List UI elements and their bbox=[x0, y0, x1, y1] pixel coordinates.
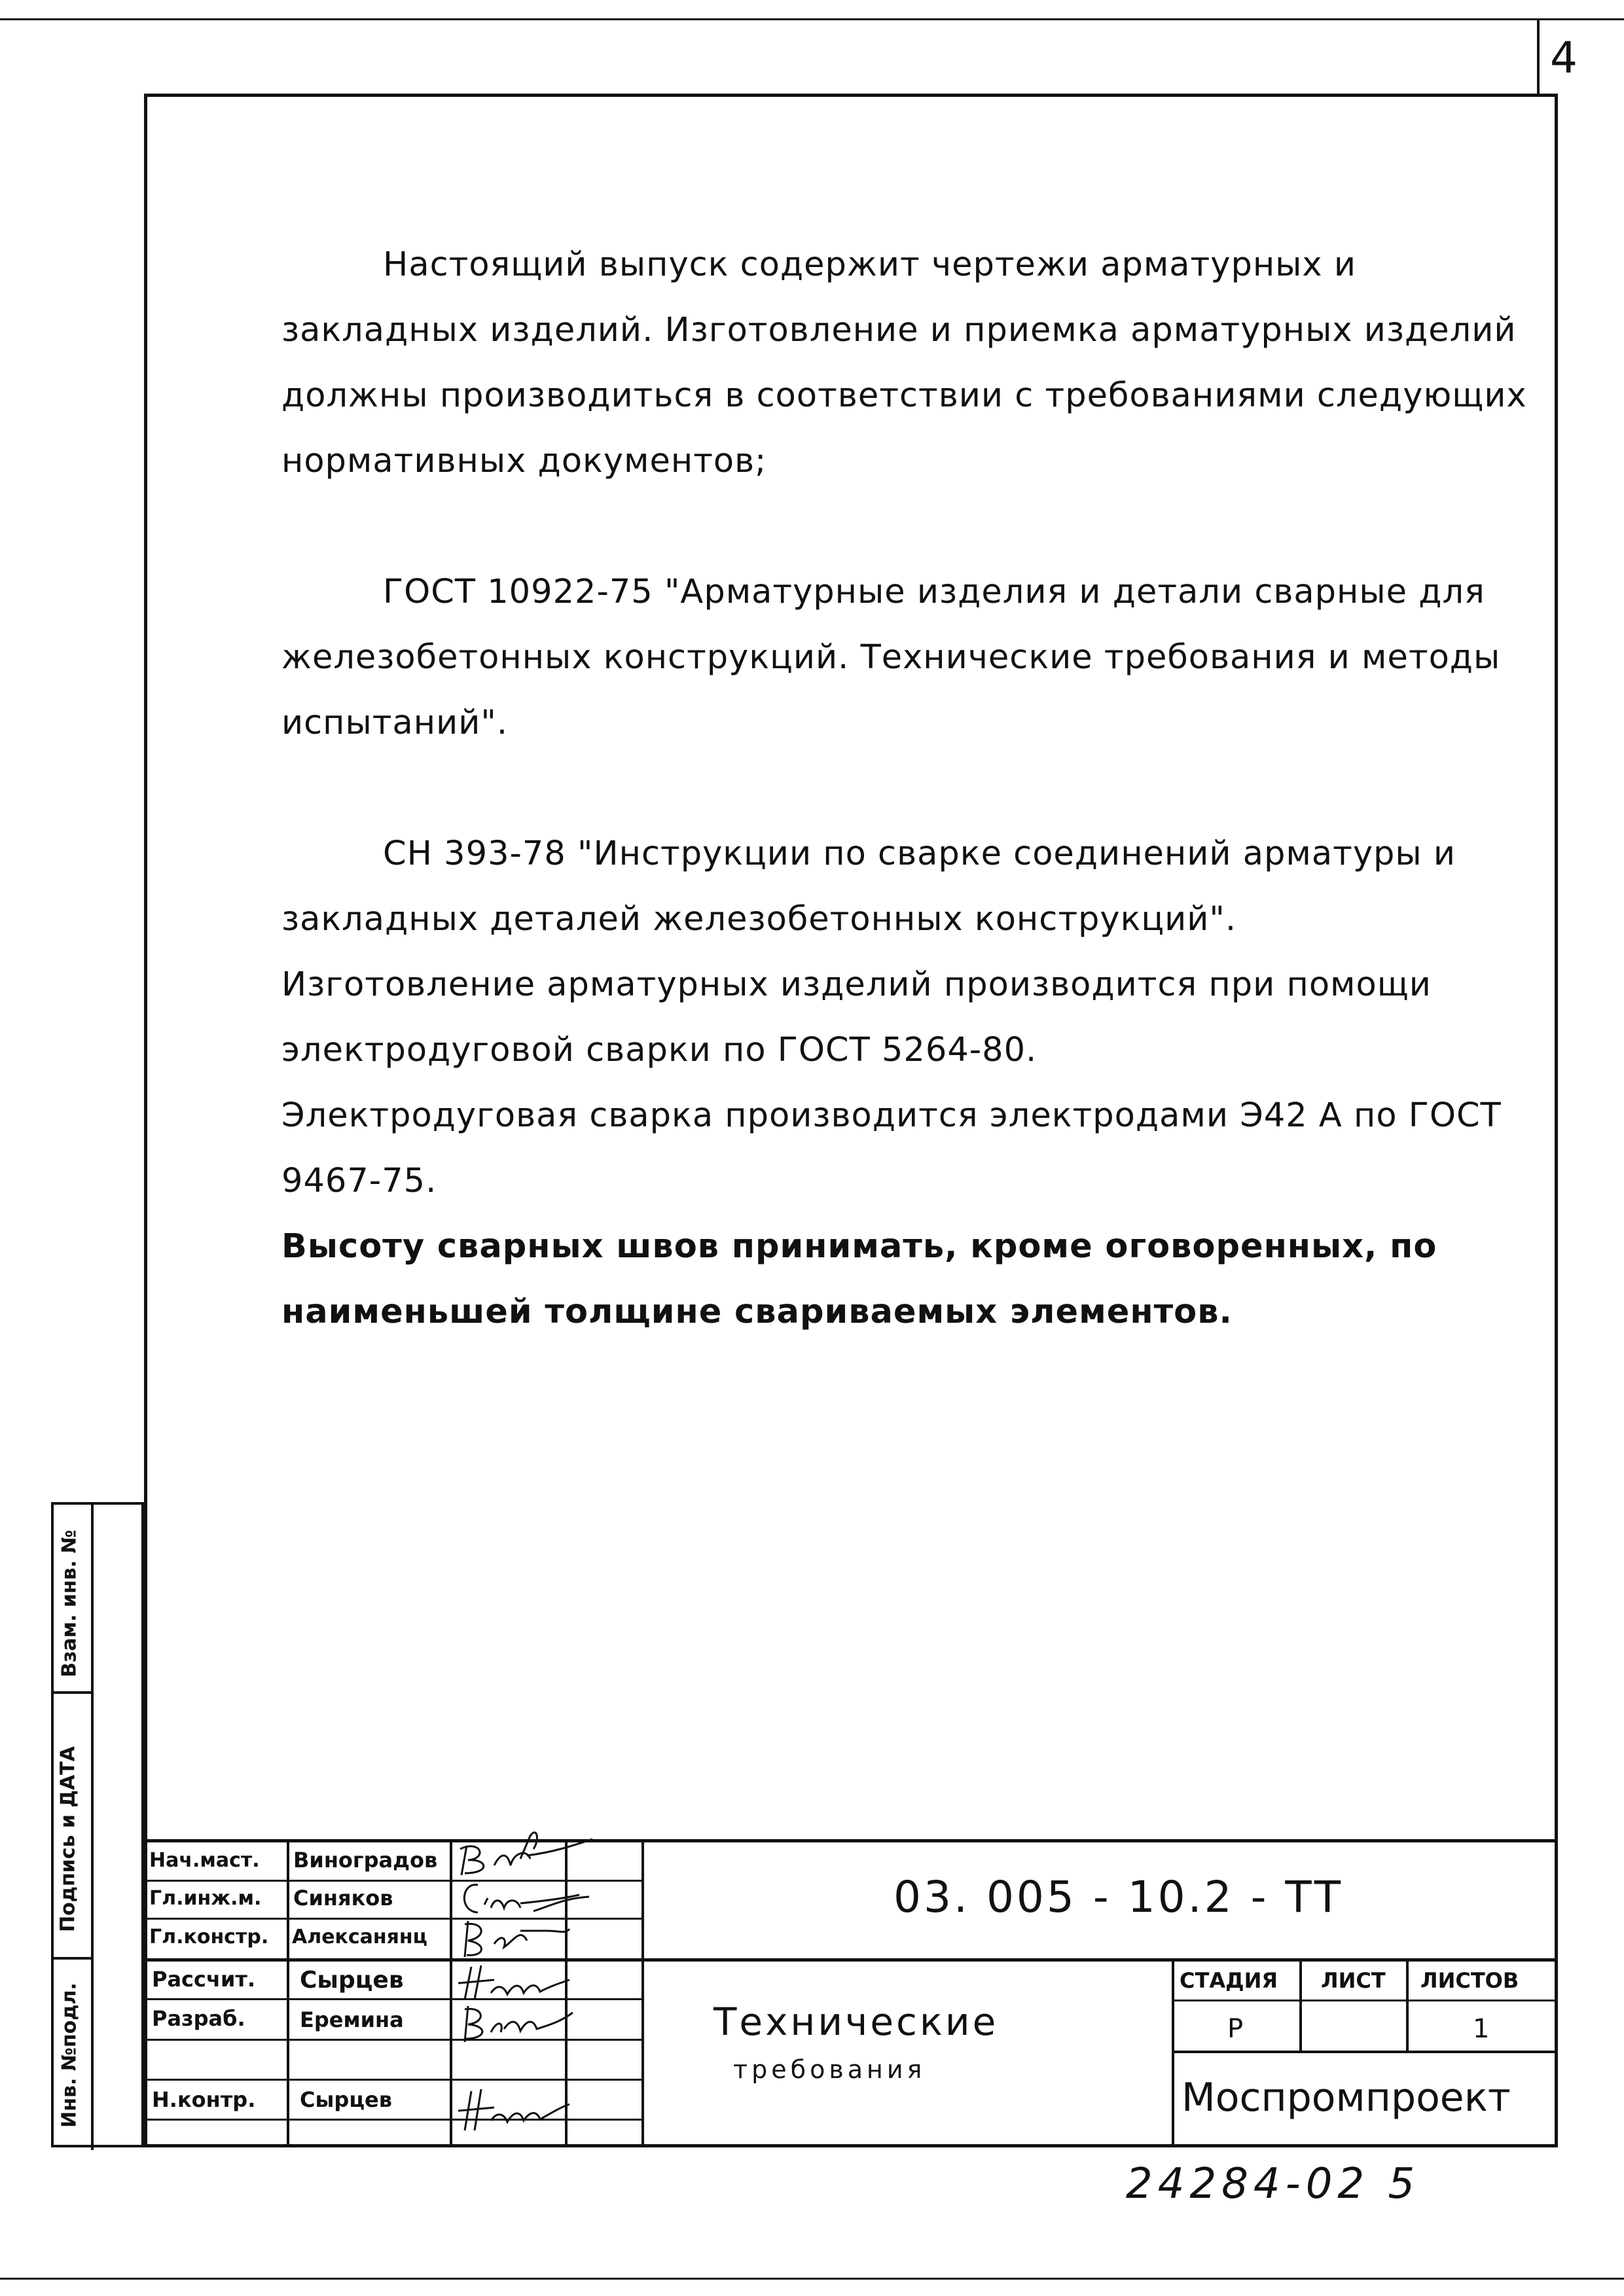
body-text bbox=[281, 232, 1558, 1345]
side-label-vzam-inv: Взам. инв. № bbox=[58, 1530, 81, 1677]
organization-name: Моспромпроект bbox=[1182, 2075, 1511, 2121]
paragraph-3: СН 393-78 "Инструкции по сварке соединений арматуры и закладных деталей железобетонных конструкций". bbox=[281, 834, 1456, 939]
document-title-line1: Технические bbox=[713, 2000, 999, 2044]
top-rule bbox=[0, 18, 1624, 20]
paragraph-6: Высоту сварных швов принимать, кроме оговоренных, по наименьшей толщине свариваемых элементов. bbox=[281, 1227, 1437, 1331]
sheets-header: ЛИСТОВ bbox=[1420, 1968, 1519, 1993]
stage-header: СТАДИЯ bbox=[1180, 1968, 1278, 1993]
bottom-rule bbox=[0, 2278, 1624, 2280]
role-cell-5: Разраб. bbox=[152, 2006, 245, 2031]
signature-5 bbox=[455, 2000, 586, 2045]
name-cell-2: Синяков bbox=[293, 1886, 393, 1910]
name-cell-7: Сырцев bbox=[300, 2087, 392, 2112]
page-number: 4 bbox=[1550, 33, 1578, 83]
role-cell-1: Нач.маст. bbox=[149, 1849, 260, 1872]
role-cell-7: Н.контр. bbox=[152, 2087, 256, 2112]
paragraph-5: Электродуговая сварка производится электродами Э42 А по ГОСТ 9467-75. bbox=[281, 1096, 1502, 1200]
stage-value: Р bbox=[1227, 2014, 1244, 2044]
paragraph-4: Изготовление арматурных изделий производится при помощи электродуговой сварки по ГОСТ 5264-80. bbox=[281, 965, 1432, 1069]
name-cell-1: Виноградов bbox=[293, 1848, 438, 1873]
signature-4 bbox=[455, 1960, 586, 2003]
document-code: 03. 005 - 10.2 - ТТ bbox=[893, 1872, 1344, 1922]
name-cell-3: Алексанянц bbox=[292, 1926, 427, 1948]
sheets-value: 1 bbox=[1473, 2014, 1490, 2044]
side-label-podpis-data: Подпись и ДАТА bbox=[56, 1746, 80, 1932]
paragraph-1: Настоящий выпуск содержит чертежи арматурных и закладных изделий. Изготовление и приемка арматурных изделий должны производиться в соответствии с требованиями следующих нормативных документов; bbox=[281, 245, 1527, 480]
role-cell-2: Гл.инж.м. bbox=[149, 1887, 262, 1910]
signature-3 bbox=[455, 1914, 586, 1960]
signature-6 bbox=[455, 2081, 586, 2134]
role-cell-4: Рассчит. bbox=[152, 1967, 256, 1992]
sheet-header: ЛИСТ bbox=[1321, 1968, 1386, 1993]
role-cell-3: Гл.констр. bbox=[149, 1926, 269, 1948]
name-cell-4: Сырцев bbox=[300, 1967, 404, 1994]
name-cell-5: Еремина bbox=[300, 2007, 404, 2032]
side-label-inv-podl: Инв. №подл. bbox=[58, 1982, 81, 2128]
inventory-code: 24284-02 5 bbox=[1126, 2160, 1420, 2208]
paragraph-2: ГОСТ 10922-75 "Арматурные изделия и детали сварные для железобетонных конструкций. Технические требования и методы испытаний". bbox=[281, 573, 1501, 742]
document-title-line2: требования bbox=[733, 2055, 926, 2084]
page-number-divider bbox=[1537, 18, 1540, 94]
